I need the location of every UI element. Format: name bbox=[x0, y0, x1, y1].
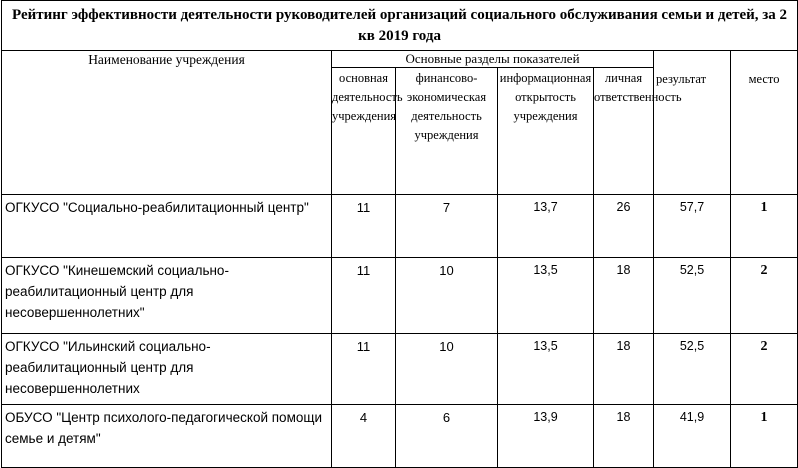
score-main: 11 bbox=[332, 334, 396, 405]
score-info: 13,9 bbox=[498, 405, 594, 468]
table-row bbox=[2, 195, 798, 258]
score-result: 52,5 bbox=[654, 334, 731, 405]
rank-place: 1 bbox=[731, 405, 798, 468]
header-info-openness: информационная открытость учреждения bbox=[498, 68, 594, 195]
score-personal: 26 bbox=[594, 195, 654, 258]
score-info: 13,7 bbox=[498, 195, 594, 258]
header-blank-place bbox=[731, 51, 798, 68]
header-institution-name: Наименование учреждения bbox=[2, 51, 332, 195]
score-info: 13,5 bbox=[498, 258, 594, 334]
header-row-group bbox=[2, 51, 798, 68]
score-main: 11 bbox=[332, 195, 396, 258]
table-row bbox=[2, 334, 798, 405]
score-finance: 7 bbox=[396, 195, 498, 258]
header-main-activity: основная деятельность учреждения bbox=[332, 68, 396, 195]
score-finance: 10 bbox=[396, 258, 498, 334]
score-result: 57,7 bbox=[654, 195, 731, 258]
score-result: 52,5 bbox=[654, 258, 731, 334]
institution-name: ОГКУСО "Кинешемский социально-реабилитационный центр для несовершеннолетних" bbox=[2, 258, 332, 334]
table-title: Рейтинг эффективности деятельности руководителей организаций социального обслуживания семьи и детей, за 2 кв 2019 года bbox=[2, 1, 798, 51]
score-main: 11 bbox=[332, 258, 396, 334]
rank-place: 1 bbox=[731, 195, 798, 258]
score-info: 13,5 bbox=[498, 334, 594, 405]
table-row bbox=[2, 258, 798, 334]
header-place: место bbox=[731, 68, 798, 195]
score-finance: 10 bbox=[396, 334, 498, 405]
score-main: 4 bbox=[332, 405, 396, 468]
score-personal: 18 bbox=[594, 405, 654, 468]
score-personal: 18 bbox=[594, 334, 654, 405]
header-personal-responsibility: личная ответственность bbox=[594, 68, 654, 195]
header-financial-activity: финансово-экономическая деятельность учреждения bbox=[396, 68, 498, 195]
score-finance: 6 bbox=[396, 405, 498, 468]
title-row bbox=[2, 1, 798, 51]
header-sections-group: Основные разделы показателей bbox=[332, 51, 654, 68]
table-row bbox=[2, 405, 798, 468]
header-blank-result bbox=[654, 51, 731, 68]
institution-name: ОГКУСО "Ильинский социально-реабилитационный центр для несовершеннолетних bbox=[2, 334, 332, 405]
rank-place: 2 bbox=[731, 334, 798, 405]
rating-table bbox=[1, 0, 798, 468]
score-result: 41,9 bbox=[654, 405, 731, 468]
institution-name: ОБУСО "Центр психолого-педагогической помощи семье и детям" bbox=[2, 405, 332, 468]
header-result: результат bbox=[654, 68, 731, 195]
rank-place: 2 bbox=[731, 258, 798, 334]
institution-name: ОГКУСО "Социально-реабилитационный центр" bbox=[2, 195, 332, 258]
score-personal: 18 bbox=[594, 258, 654, 334]
